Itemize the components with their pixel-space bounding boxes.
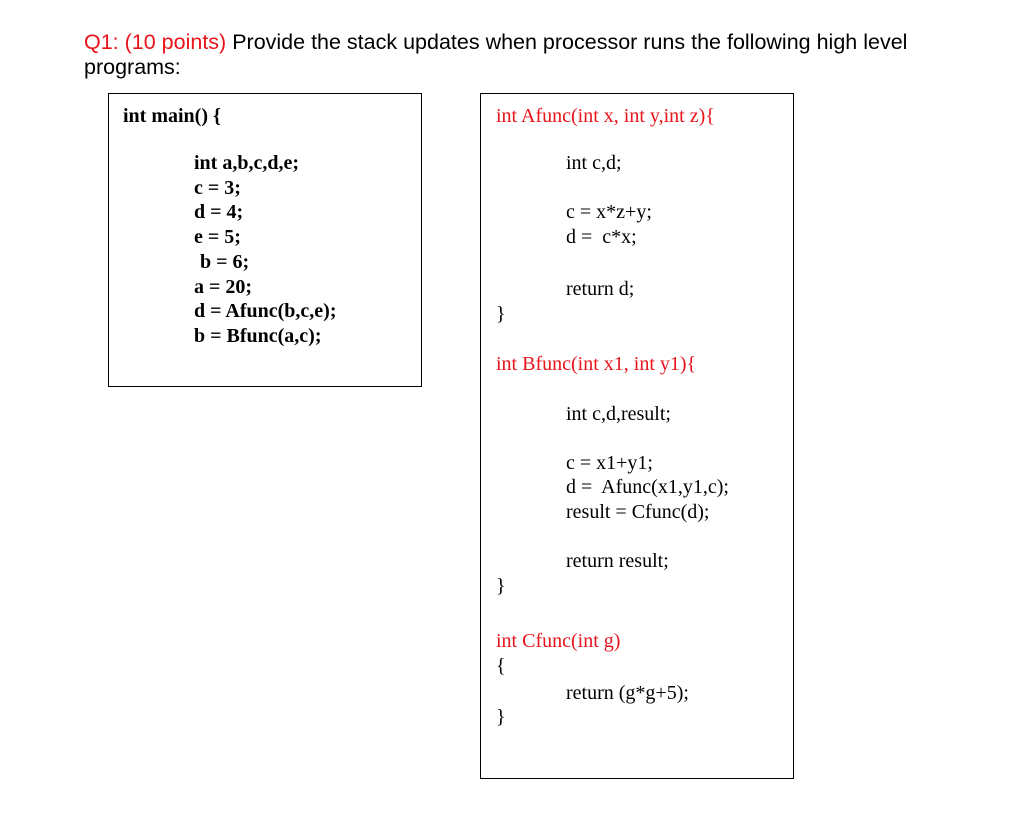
main-code-box bbox=[108, 93, 422, 387]
code-line: a = 20; bbox=[194, 276, 253, 298]
code-line: c = x1+y1; bbox=[566, 452, 653, 474]
code-line: c = x*z+y; bbox=[566, 201, 652, 223]
cfunc-signature: int Cfunc(int g) bbox=[496, 630, 621, 652]
code-line: return result; bbox=[566, 550, 669, 572]
cfunc-open-brace: { bbox=[496, 655, 506, 677]
afunc-signature: int Afunc(int x, int y,int z){ bbox=[496, 105, 715, 127]
code-line: c = 3; bbox=[194, 177, 241, 199]
bfunc-close-brace: } bbox=[496, 575, 506, 597]
question-number: Q1: (10 points) bbox=[84, 30, 227, 54]
code-line: int a,b,c,d,e; bbox=[194, 152, 299, 174]
main-signature: int main() { bbox=[123, 105, 221, 127]
code-line: d = Afunc(b,c,e); bbox=[194, 300, 337, 322]
functions-code-box bbox=[480, 93, 794, 779]
question-body: Provide the stack updates when processor runs the following high level programs: bbox=[84, 30, 908, 79]
code-line: result = Cfunc(d); bbox=[566, 501, 710, 523]
code-line: d = Afunc(x1,y1,c); bbox=[566, 476, 729, 498]
afunc-close-brace: } bbox=[496, 303, 506, 325]
code-line: d = c*x; bbox=[566, 226, 637, 248]
code-line: return d; bbox=[566, 278, 635, 300]
code-line: return (g*g+5); bbox=[566, 682, 689, 704]
code-line: e = 5; bbox=[194, 226, 241, 248]
code-line: int c,d,result; bbox=[566, 403, 671, 425]
bfunc-signature: int Bfunc(int x1, int y1){ bbox=[496, 353, 697, 375]
code-line: b = Bfunc(a,c); bbox=[194, 325, 322, 347]
question-text bbox=[84, 30, 964, 80]
code-line: d = 4; bbox=[194, 201, 244, 223]
cfunc-close-brace: } bbox=[496, 706, 506, 728]
code-line: int c,d; bbox=[566, 152, 622, 174]
code-line: b = 6; bbox=[200, 251, 250, 273]
